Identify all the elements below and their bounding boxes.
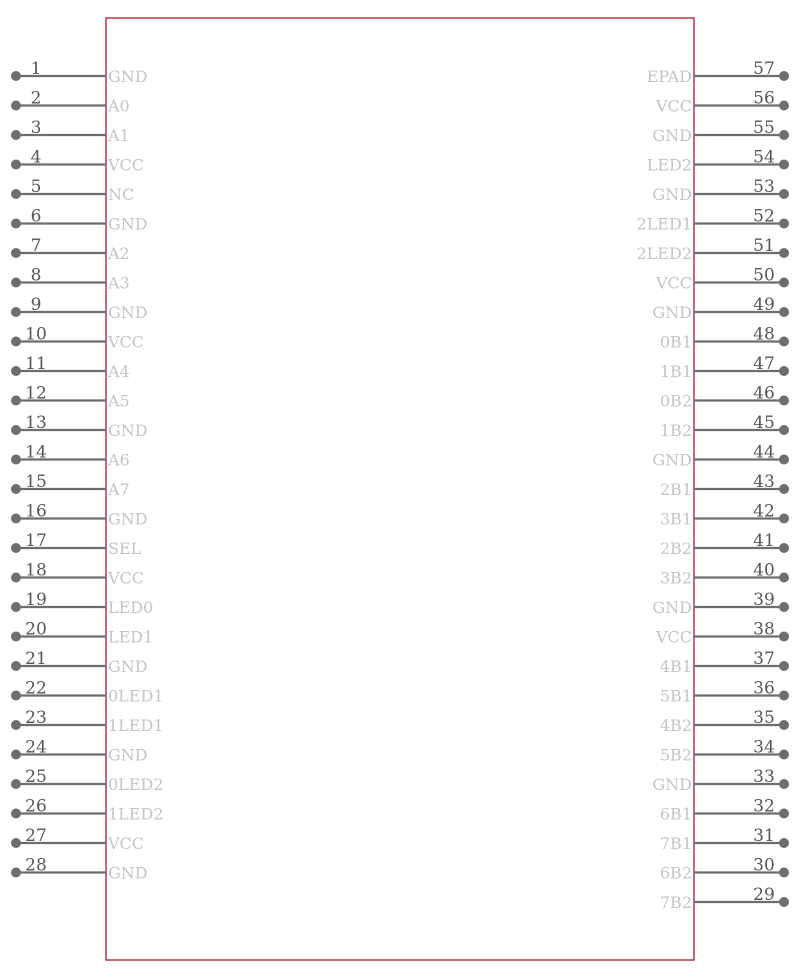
pin-endpoint-dot bbox=[11, 396, 21, 406]
pin-endpoint-dot bbox=[11, 101, 21, 111]
pin-name: 7B1 bbox=[659, 834, 692, 853]
pin-name: LED2 bbox=[646, 155, 692, 175]
pin-endpoint-dot bbox=[779, 425, 789, 435]
pin-endpoint-dot bbox=[11, 425, 21, 435]
left-pin-group bbox=[11, 59, 164, 883]
pin-number: 17 bbox=[25, 531, 47, 551]
pin-number: 21 bbox=[25, 649, 47, 669]
pin-name: VCC bbox=[108, 332, 145, 352]
pin-number: 49 bbox=[753, 295, 775, 315]
pin-endpoint-dot bbox=[11, 661, 21, 671]
pin-number: 26 bbox=[25, 796, 47, 817]
pin-endpoint-dot bbox=[779, 455, 789, 465]
pin-name: 7B2 bbox=[659, 893, 692, 912]
pin-53 bbox=[652, 177, 789, 204]
pin-number: 38 bbox=[753, 619, 775, 640]
pin-52 bbox=[637, 207, 790, 234]
pin-number: 30 bbox=[753, 855, 775, 876]
pin-33 bbox=[652, 767, 789, 794]
pin-name: VCC bbox=[108, 155, 145, 175]
pin-name: 1LED1 bbox=[108, 716, 164, 735]
pin-name: 5B1 bbox=[659, 686, 692, 706]
right-pin-group bbox=[637, 59, 790, 912]
pin-number: 46 bbox=[753, 383, 775, 404]
pin-number: 5 bbox=[30, 177, 42, 197]
pin-endpoint-dot bbox=[779, 278, 789, 288]
pin-41 bbox=[660, 531, 789, 558]
pin-name: 0LED1 bbox=[108, 686, 164, 706]
pin-endpoint-dot bbox=[11, 720, 21, 730]
pin-name: 1B2 bbox=[659, 421, 692, 440]
pin-number: 9 bbox=[30, 295, 42, 315]
pin-number: 13 bbox=[25, 413, 47, 433]
pin-endpoint-dot bbox=[779, 514, 789, 524]
pin-number: 20 bbox=[25, 619, 47, 640]
pin-number: 36 bbox=[753, 678, 775, 699]
pin-name: A5 bbox=[108, 391, 130, 411]
pin-10 bbox=[11, 325, 144, 352]
pin-22 bbox=[11, 679, 164, 706]
pin-name: GND bbox=[108, 863, 148, 883]
pin-name: A6 bbox=[108, 450, 130, 470]
pin-19 bbox=[11, 590, 153, 617]
pin-name: GND bbox=[652, 775, 692, 794]
pin-endpoint-dot bbox=[11, 573, 21, 583]
pin-11 bbox=[11, 354, 130, 381]
pin-number: 43 bbox=[753, 472, 775, 492]
pin-endpoint-dot bbox=[11, 514, 21, 524]
pin-number: 57 bbox=[753, 59, 775, 79]
pin-56 bbox=[655, 89, 789, 116]
pin-endpoint-dot bbox=[11, 484, 21, 494]
pin-endpoint-dot bbox=[11, 248, 21, 258]
pin-name: A4 bbox=[108, 362, 130, 381]
pin-endpoint-dot bbox=[779, 101, 789, 111]
pin-endpoint-dot bbox=[11, 632, 21, 642]
pin-number: 27 bbox=[25, 826, 47, 846]
pin-name: LED0 bbox=[108, 598, 154, 617]
pin-name: 3B2 bbox=[659, 568, 692, 588]
pin-16 bbox=[11, 502, 148, 529]
pin-name: 5B2 bbox=[659, 745, 692, 765]
pin-name: SEL bbox=[108, 539, 142, 558]
pin-name: GND bbox=[652, 185, 692, 204]
pin-name: LED1 bbox=[108, 627, 154, 647]
pin-number: 35 bbox=[753, 708, 775, 728]
pin-endpoint-dot bbox=[11, 750, 21, 760]
pin-number: 16 bbox=[25, 501, 47, 522]
pin-36 bbox=[660, 679, 789, 706]
pin-endpoint-dot bbox=[779, 720, 789, 730]
pin-number: 2 bbox=[30, 88, 42, 109]
pin-18 bbox=[11, 561, 144, 588]
pin-name: GND bbox=[108, 303, 148, 322]
pin-endpoint-dot bbox=[779, 573, 789, 583]
pin-24 bbox=[11, 738, 148, 765]
pin-name: VCC bbox=[655, 627, 692, 647]
pin-51 bbox=[637, 236, 790, 263]
pin-20 bbox=[11, 620, 153, 647]
pin-26 bbox=[11, 797, 164, 824]
pin-number: 19 bbox=[25, 590, 47, 610]
pin-number: 7 bbox=[30, 236, 42, 256]
pin-32 bbox=[660, 797, 789, 824]
pin-endpoint-dot bbox=[779, 307, 789, 317]
pin-number: 51 bbox=[753, 236, 775, 256]
pin-37 bbox=[660, 649, 789, 676]
pin-number: 44 bbox=[753, 442, 775, 463]
pin-40 bbox=[660, 561, 789, 588]
pin-35 bbox=[660, 708, 789, 735]
pin-number: 41 bbox=[753, 531, 775, 551]
pin-name: VCC bbox=[655, 96, 692, 116]
pin-name: A3 bbox=[108, 273, 130, 293]
pin-7 bbox=[11, 236, 130, 263]
pin-number: 4 bbox=[30, 147, 42, 168]
pin-number: 31 bbox=[753, 826, 775, 846]
pin-name: A1 bbox=[108, 126, 130, 145]
pin-50 bbox=[655, 266, 789, 293]
pin-endpoint-dot bbox=[11, 602, 21, 612]
pin-number: 56 bbox=[753, 88, 775, 109]
pin-endpoint-dot bbox=[779, 838, 789, 848]
pin-number: 1 bbox=[30, 59, 42, 79]
pin-name: GND bbox=[108, 421, 148, 440]
pin-name: 0B1 bbox=[659, 332, 692, 352]
pin-number: 23 bbox=[25, 708, 47, 728]
pin-endpoint-dot bbox=[779, 691, 789, 701]
pin-endpoint-dot bbox=[779, 366, 789, 376]
pin-57 bbox=[647, 59, 789, 86]
pin-23 bbox=[11, 708, 164, 735]
pin-27 bbox=[11, 826, 144, 853]
pin-9 bbox=[11, 295, 148, 322]
pin-endpoint-dot bbox=[11, 307, 21, 317]
pin-45 bbox=[660, 413, 789, 440]
pin-6 bbox=[11, 207, 148, 234]
pin-15 bbox=[11, 472, 130, 499]
pin-28 bbox=[11, 856, 148, 883]
pin-name: 1B1 bbox=[659, 362, 692, 381]
pin-name: GND bbox=[108, 214, 148, 234]
pin-endpoint-dot bbox=[779, 219, 789, 229]
pin-endpoint-dot bbox=[779, 543, 789, 553]
pin-1 bbox=[11, 59, 148, 86]
pin-endpoint-dot bbox=[779, 779, 789, 789]
pin-29 bbox=[660, 885, 789, 912]
pin-endpoint-dot bbox=[11, 130, 21, 140]
pin-43 bbox=[660, 472, 789, 499]
pin-endpoint-dot bbox=[11, 868, 21, 878]
pin-endpoint-dot bbox=[779, 248, 789, 258]
pin-number: 50 bbox=[753, 265, 775, 286]
pin-name: 1LED2 bbox=[108, 804, 164, 824]
pin-name: GND bbox=[108, 657, 148, 676]
pin-endpoint-dot bbox=[11, 189, 21, 199]
pin-3 bbox=[11, 118, 130, 145]
pin-number: 40 bbox=[753, 560, 775, 581]
pin-31 bbox=[660, 826, 789, 853]
pin-name: GND bbox=[652, 450, 692, 470]
pin-14 bbox=[11, 443, 130, 470]
pin-17 bbox=[11, 531, 142, 558]
pin-endpoint-dot bbox=[11, 809, 21, 819]
pin-30 bbox=[660, 856, 789, 883]
pin-number: 34 bbox=[753, 737, 775, 758]
pin-number: 6 bbox=[30, 206, 42, 227]
pin-endpoint-dot bbox=[779, 809, 789, 819]
pin-name: VCC bbox=[655, 273, 692, 293]
pin-2 bbox=[11, 89, 130, 116]
pin-endpoint-dot bbox=[779, 71, 789, 81]
pin-endpoint-dot bbox=[11, 543, 21, 553]
pin-endpoint-dot bbox=[779, 484, 789, 494]
pin-name: GND bbox=[652, 598, 692, 617]
pin-38 bbox=[655, 620, 789, 647]
pin-number: 53 bbox=[753, 177, 775, 197]
pin-endpoint-dot bbox=[779, 130, 789, 140]
pin-endpoint-dot bbox=[779, 750, 789, 760]
pin-49 bbox=[652, 295, 789, 322]
pin-34 bbox=[660, 738, 789, 765]
pin-54 bbox=[647, 148, 789, 175]
pin-number: 29 bbox=[753, 885, 775, 905]
pin-number: 52 bbox=[753, 206, 775, 227]
pin-55 bbox=[652, 118, 789, 145]
pin-endpoint-dot bbox=[779, 868, 789, 878]
pin-name: VCC bbox=[108, 568, 145, 588]
pin-endpoint-dot bbox=[11, 160, 21, 170]
pin-name: A7 bbox=[108, 480, 130, 499]
pin-name: NC bbox=[108, 185, 135, 204]
pin-number: 54 bbox=[753, 147, 775, 168]
pin-endpoint-dot bbox=[11, 71, 21, 81]
pin-endpoint-dot bbox=[779, 602, 789, 612]
pin-name: VCC bbox=[108, 834, 145, 853]
pin-46 bbox=[660, 384, 789, 411]
pin-endpoint-dot bbox=[779, 396, 789, 406]
pin-endpoint-dot bbox=[11, 455, 21, 465]
pin-8 bbox=[11, 266, 130, 293]
pin-number: 48 bbox=[753, 324, 775, 345]
pin-name: 4B1 bbox=[659, 657, 692, 676]
pin-name: GND bbox=[108, 745, 148, 765]
pin-name: 3B1 bbox=[659, 509, 692, 529]
pin-number: 28 bbox=[25, 855, 47, 876]
pin-name: 2B1 bbox=[659, 480, 692, 499]
pin-5 bbox=[11, 177, 134, 204]
pin-25 bbox=[11, 767, 164, 794]
pin-42 bbox=[660, 502, 789, 529]
pin-12 bbox=[11, 384, 130, 411]
pin-number: 55 bbox=[753, 118, 775, 138]
pin-4 bbox=[11, 148, 144, 175]
pin-name: 2LED1 bbox=[636, 214, 692, 234]
pin-name: 4B2 bbox=[659, 716, 692, 735]
pin-number: 8 bbox=[30, 265, 42, 286]
pin-number: 14 bbox=[25, 442, 47, 463]
pin-number: 45 bbox=[753, 413, 775, 433]
component-body bbox=[106, 18, 694, 960]
pin-name: 2LED2 bbox=[636, 244, 692, 263]
pin-number: 3 bbox=[30, 118, 42, 138]
pin-47 bbox=[660, 354, 789, 381]
pin-endpoint-dot bbox=[11, 366, 21, 376]
pin-44 bbox=[652, 443, 789, 470]
pin-endpoint-dot bbox=[11, 779, 21, 789]
pin-endpoint-dot bbox=[779, 160, 789, 170]
pin-endpoint-dot bbox=[11, 278, 21, 288]
pin-number: 25 bbox=[25, 767, 47, 787]
pin-13 bbox=[11, 413, 148, 440]
pin-number: 15 bbox=[25, 472, 47, 492]
pin-name: EPAD bbox=[646, 67, 692, 86]
pin-endpoint-dot bbox=[779, 632, 789, 642]
pin-name: GND bbox=[108, 509, 148, 529]
pin-endpoint-dot bbox=[11, 219, 21, 229]
pin-number: 39 bbox=[753, 590, 775, 610]
pin-name: GND bbox=[652, 126, 692, 145]
pin-number: 32 bbox=[753, 796, 775, 817]
pin-endpoint-dot bbox=[779, 189, 789, 199]
pin-name: GND bbox=[108, 67, 148, 86]
pin-number: 12 bbox=[25, 383, 47, 404]
pin-number: 11 bbox=[25, 354, 47, 374]
pin-name: 2B2 bbox=[659, 539, 692, 558]
pin-number: 37 bbox=[753, 649, 775, 669]
pin-name: 6B1 bbox=[659, 804, 692, 824]
pin-number: 22 bbox=[25, 678, 47, 699]
pin-endpoint-dot bbox=[11, 838, 21, 848]
pin-name: 0B2 bbox=[659, 391, 692, 411]
pin-number: 18 bbox=[25, 560, 47, 581]
pin-number: 10 bbox=[25, 324, 47, 345]
pin-endpoint-dot bbox=[11, 337, 21, 347]
pin-number: 24 bbox=[25, 737, 47, 758]
pin-21 bbox=[11, 649, 148, 676]
pin-name: 6B2 bbox=[659, 863, 692, 883]
pin-endpoint-dot bbox=[779, 897, 789, 907]
pin-number: 33 bbox=[753, 767, 775, 787]
pin-endpoint-dot bbox=[779, 661, 789, 671]
pin-number: 47 bbox=[753, 354, 775, 374]
pin-name: 0LED2 bbox=[108, 775, 164, 794]
pin-endpoint-dot bbox=[11, 691, 21, 701]
pin-endpoint-dot bbox=[779, 337, 789, 347]
pin-number: 42 bbox=[753, 501, 775, 522]
pin-39 bbox=[652, 590, 789, 617]
pin-48 bbox=[660, 325, 789, 352]
pin-name: A0 bbox=[108, 96, 130, 116]
pin-name: GND bbox=[652, 303, 692, 322]
pin-name: A2 bbox=[108, 244, 130, 263]
